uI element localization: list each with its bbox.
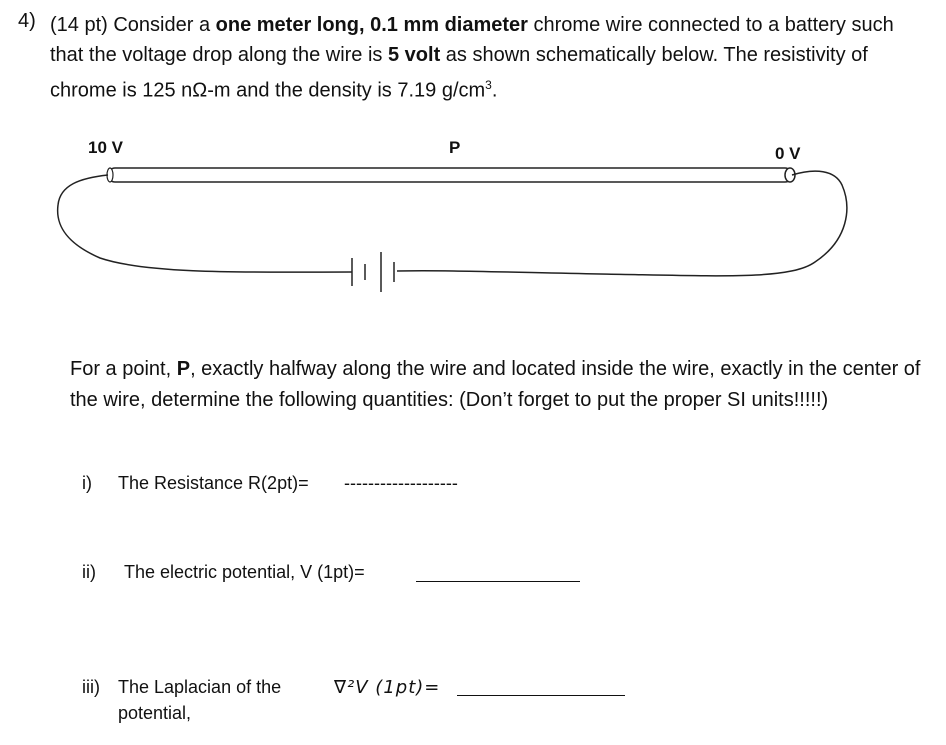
label-0v: 0 V	[775, 144, 801, 163]
task-bold-p: P	[176, 358, 191, 380]
item-i-answer-dashes[interactable]: -------------------	[344, 473, 458, 493]
item-i-number: i)	[82, 473, 92, 493]
left-lead-wire	[58, 175, 352, 272]
task-text	[70, 354, 930, 416]
question-bold-dimensions: one meter long, 0.1 mm diameter	[215, 14, 528, 36]
task-text-1: For a point,	[70, 358, 177, 380]
label-p: P	[449, 138, 461, 157]
battery-icon	[352, 252, 394, 292]
question-intro-2: chrome wire connected to a battery such that the voltage drop along the wire is	[50, 14, 894, 66]
question-bold-voltage: 5 volt	[388, 44, 441, 66]
task-text-2: , exactly halfway along the wire and located inside the wire, exactly in the center of the wire, determine the following quantities: (Don’t forget to put the proper SI units!!!!!)	[70, 358, 921, 411]
item-ii-text: The electric potential, V (1pt)=	[124, 562, 365, 582]
question-number: 4)	[18, 10, 36, 32]
item-ii-answer-blank[interactable]	[416, 580, 580, 582]
question-end: .	[491, 79, 498, 102]
right-lead-wire	[397, 171, 847, 276]
question-intro-1: (14 pt) Consider a	[50, 14, 216, 36]
item-iii-number: iii)	[82, 677, 100, 697]
question-intro-3: as shown schematically below. The resistivity of chrome is 125 nΩ-m and the density is 7.19 g/cm	[50, 44, 868, 102]
item-iii-text-a: The Laplacian of the	[118, 677, 282, 697]
item-iii-answer-blank[interactable]	[457, 694, 625, 696]
item-ii-number: ii)	[82, 562, 96, 582]
chrome-wire	[107, 168, 795, 182]
question-sup: 3	[485, 78, 492, 92]
item-i-text: The Resistance R(2pt)=	[118, 473, 309, 493]
label-10v: 10 V	[88, 138, 123, 157]
item-iii-formula: ∇²V (1pt)=	[334, 677, 441, 698]
item-iii-text-b: potential,	[118, 703, 192, 723]
